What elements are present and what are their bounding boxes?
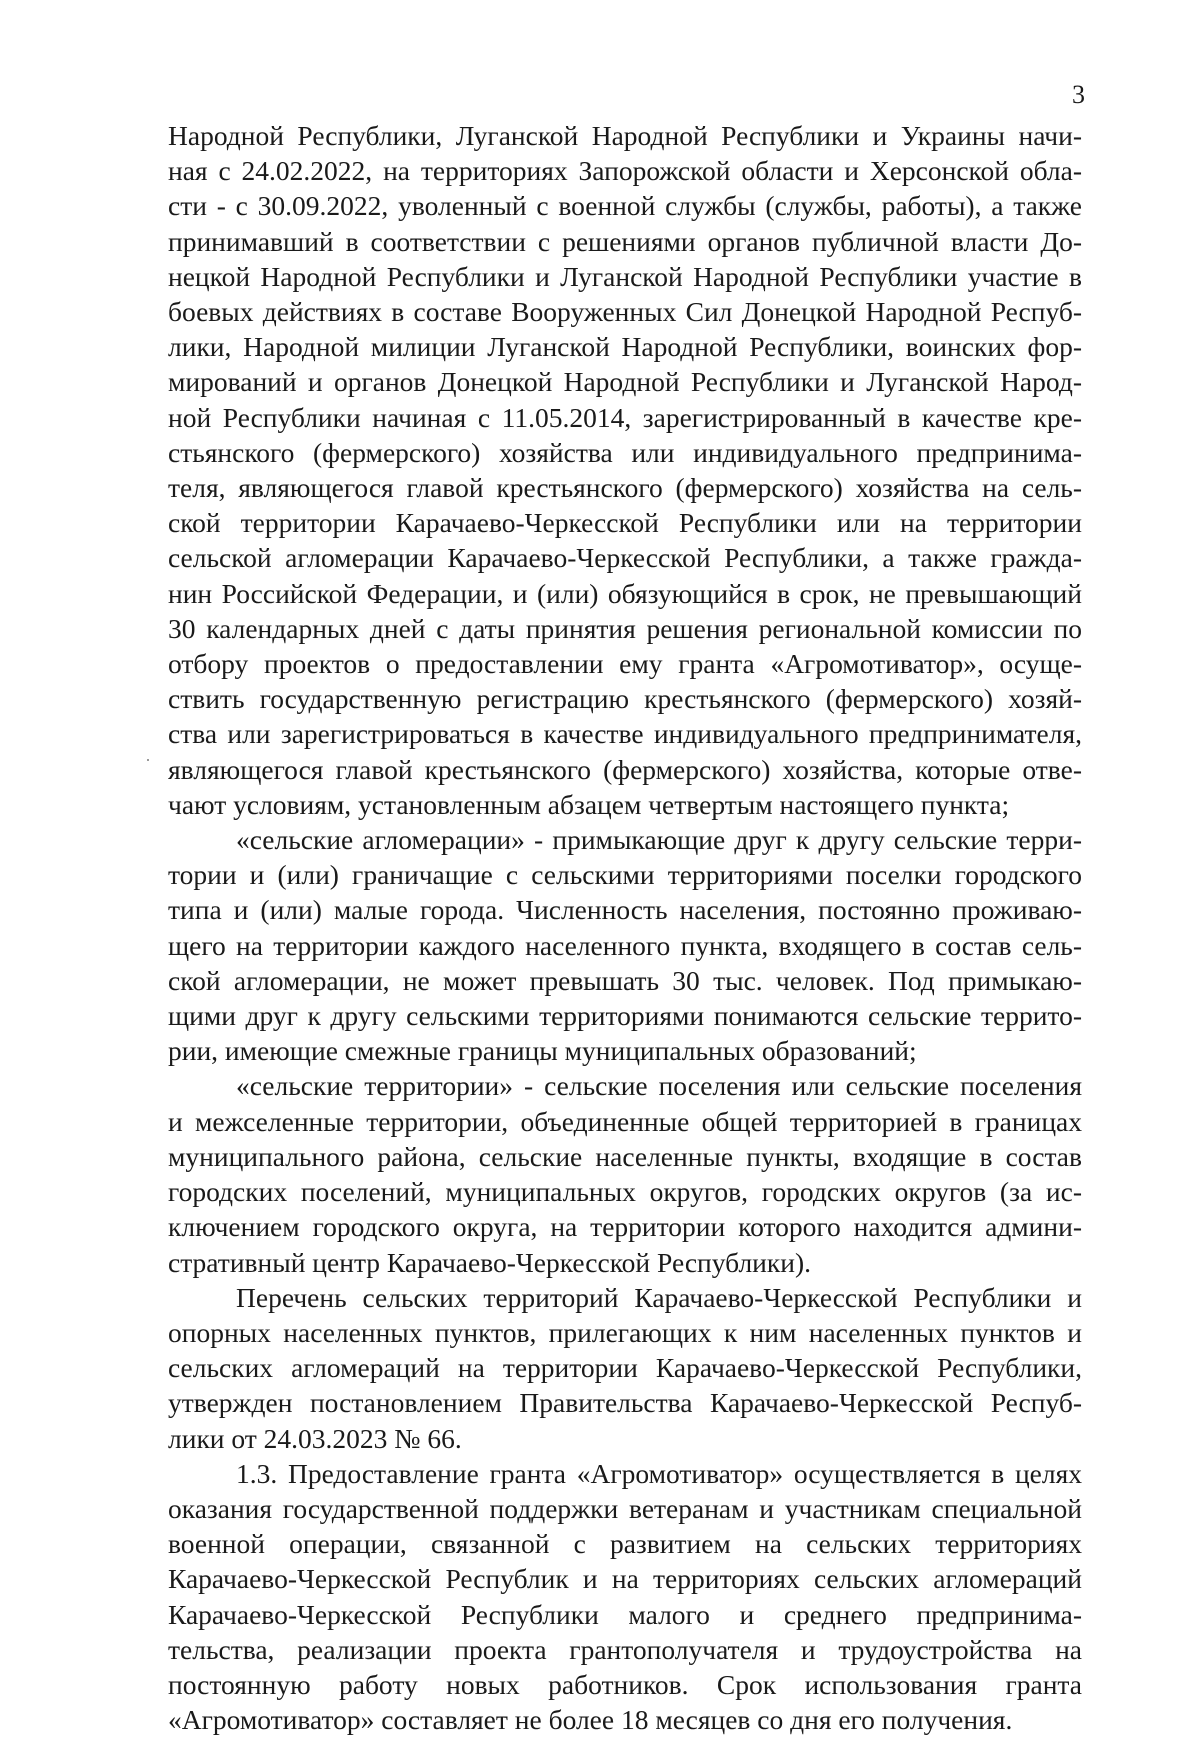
text-line: военной операции, связанной с развитием на сельских территориях [168,1528,1082,1560]
text-line: чают условиям, установленным абзацем четвертым настоящего пункта; [168,788,1010,820]
text-line: Карачаево-Черкесской Республик и на территориях сельских агломераций [168,1563,1082,1595]
text-line: боевых действиях в составе Вооруженных Сил Донецкой Народной Респуб- [168,296,1082,328]
text-line: щего на территории каждого населенного пункта, входящего в состав сель- [168,929,1082,961]
text-line: лики от 24.03.2023 № 66. [168,1422,462,1454]
text-line: тельства, реализации проекта грантополучателя и трудоустройства на [168,1633,1082,1665]
text-line: лики, Народной милиции Луганской Народной Республики, воинских фор- [168,331,1082,363]
text-line: отбору проектов о предоставлении ему гранта «Агромотиватор», осуще- [168,648,1082,680]
text-line: нин Российской Федерации, и (или) обязующийся в срок, не превышающий [168,577,1082,609]
paragraph-first-line: Перечень сельских территорий Карачаево-Черкесской Республики и [236,1281,1082,1313]
body-text [168,118,1082,1737]
text-line: нецкой Народной Республики и Луганской Народной Республики участие в [168,260,1082,292]
text-line: сельской агломерации Карачаево-Черкесской Республики, а также гражда- [168,542,1082,574]
text-line: опорных населенных пунктов, прилегающих к ним населенных пунктов и [168,1316,1082,1348]
paragraph-first-line: «сельские территории» - сельские поселения или сельские поселения [236,1070,1082,1102]
text-line: муниципального района, сельские населенные пункты, входящие в состав [168,1140,1082,1172]
text-line: теля, являющегося главой крестьянского (фермерского) хозяйства на сель- [168,472,1082,504]
text-line: 30 календарных дней с даты принятия решения региональной комиссии по [168,612,1082,644]
text-line: сельских агломераций на территории Карачаево-Черкесской Республики, [168,1352,1082,1384]
text-line: ства или зарегистрироваться в качестве индивидуального предпринимателя, [168,718,1082,750]
text-line: ской территории Карачаево-Черкесской Республики или на территории [168,507,1082,539]
text-line: городских поселений, муниципальных округов, городских округов (за ис- [168,1176,1082,1208]
text-line: стьянского (фермерского) хозяйства или индивидуального предпринима- [168,436,1082,468]
scan-speck [147,759,149,761]
text-line: тории и (или) граничащие с сельскими территориями поселки городского [168,859,1082,891]
text-line: являющегося главой крестьянского (фермерского) хозяйства, которые отве- [168,753,1082,785]
page-number: 3 [1072,80,1085,109]
paragraph-first-line: «сельские агломерации» - примыкающие друг к другу сельские терри- [236,824,1082,856]
text-line: и межселенные территории, объединенные общей территорией в границах [168,1105,1082,1137]
text-line: мирований и органов Донецкой Народной Республики и Луганской Народ- [168,366,1082,398]
text-line: рии, имеющие смежные границы муниципальных образований; [168,1035,917,1067]
text-line: «Агромотиватор» составляет не более 18 месяцев со дня его получения. [168,1704,1013,1736]
text-line: Карачаево-Черкесской Республики малого и среднего предпринима- [168,1598,1082,1630]
text-line: ной Республики начиная с 11.05.2014, зарегистрированный в качестве кре- [168,401,1082,433]
text-line: Народной Республики, Луганской Народной Республики и Украины начи- [168,120,1082,151]
text-line: ключением городского округа, на территории которого находится админи- [168,1211,1082,1243]
text-line: принимавший в соответствии с решениями органов публичной власти До- [168,225,1082,257]
text-line: ная с 24.02.2022, на территориях Запорожской области и Херсонской обла- [168,155,1082,187]
text-line: утвержден постановлением Правительства Карачаево-Черкесской Респуб- [168,1387,1082,1419]
text-line: типа и (или) малые города. Численность населения, постоянно проживаю- [168,894,1082,926]
text-line: щими друг к другу сельскими территориями понимаются сельские террито- [168,1000,1082,1032]
text-line: ствить государственную регистрацию крестьянского (фермерского) хозяй- [168,683,1082,715]
text-line: стративный центр Карачаево-Черкесской Республики). [168,1246,812,1278]
text-line: сти - с 30.09.2022, уволенный с военной службы (службы, работы), а также [168,190,1082,222]
text-line: оказания государственной поддержки ветеранам и участникам специальной [168,1492,1082,1524]
text-line: ской агломерации, не может превышать 30 тыс. человек. Под примыкаю- [168,964,1082,996]
text-line: постоянную работу новых работников. Срок использования гранта [168,1668,1082,1700]
paragraph-first-line: 1.3. Предоставление гранта «Агромотиватор» осуществляется в целях [236,1457,1082,1489]
